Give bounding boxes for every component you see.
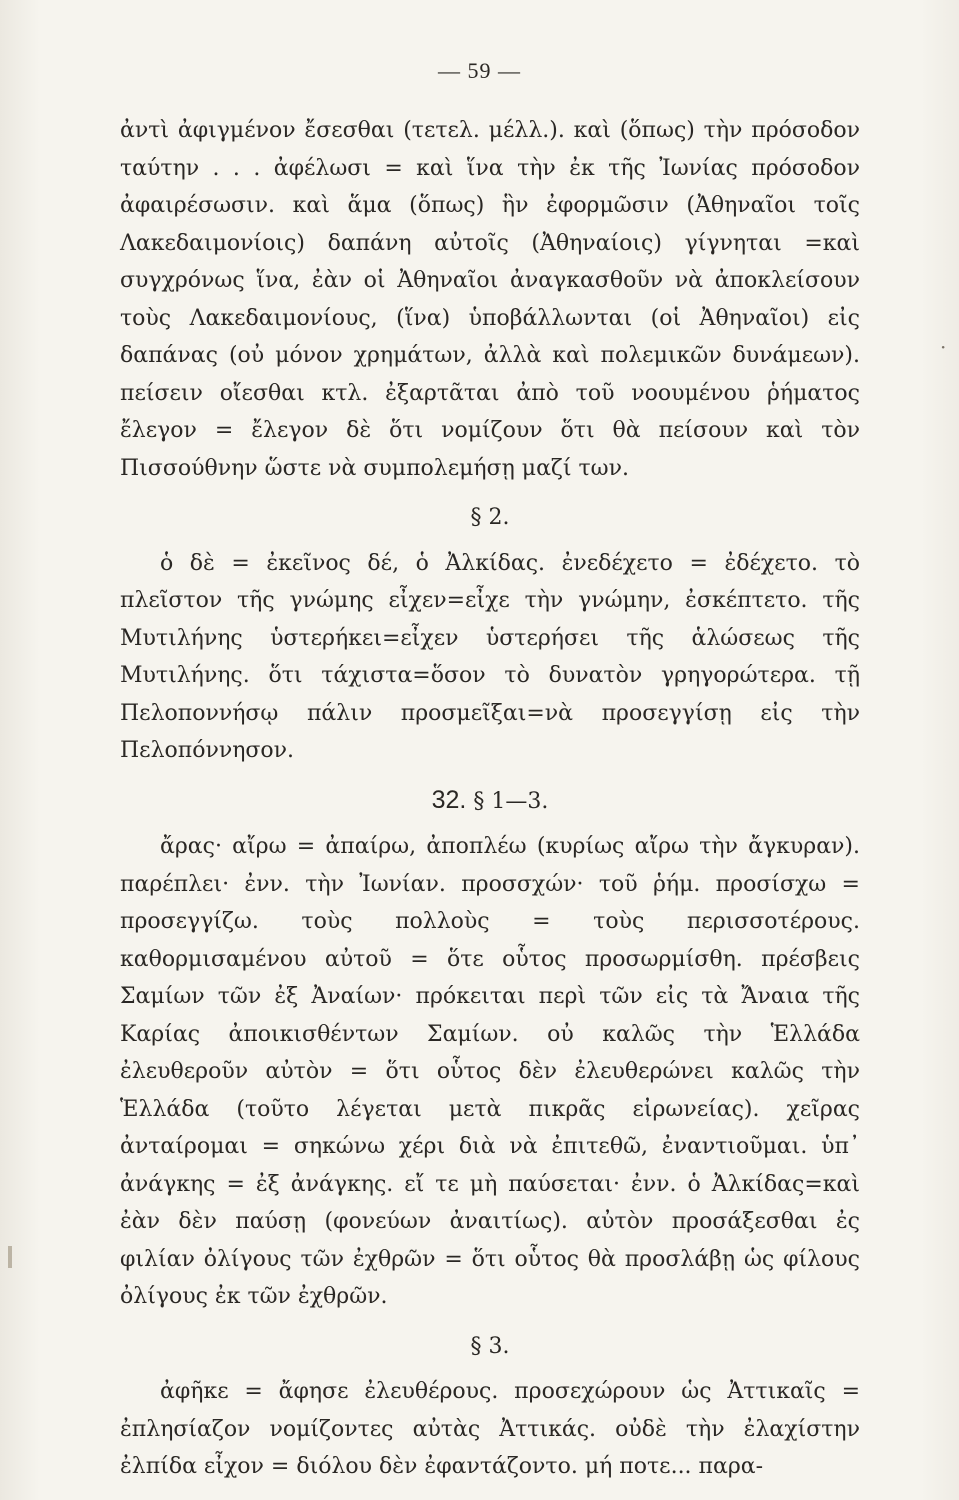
commentary-paragraph-4: ἀφῆκε = ἄφησε ἐλευθέρους. προσεχώρουν ὡς Ἀττικαῖς = ἐπλησίαζον νομίζοντες αὐτὰς Ἀττικάς. οὐδὲ τὴν ἐλαχίστην ἐλπίδα εἶχον = διόλου δὲν ἐφαντάζοντο. μή ποτε... παρα- bbox=[120, 1379, 860, 1479]
section-heading-2: § 2. bbox=[470, 505, 510, 530]
commentary-paragraph-3: ἄρας· αἴρω = ἀπαίρω, ἀποπλέω (κυρίως αἴρω τὴν ἄγκυραν). παρέπλει· ἐνν. τὴν Ἰωνίαν. προσσχών· τοῦ ῥήμ. προσίσχω = προσεγγίζω. τοὺς πολλοὺς = τοὺς περισσοτέρους. καθορμισαμένου αὐτοῦ = ὅτε οὗτος προσωρμίσθη. πρέσβεις Σαμίων τῶν ἐξ Ἀναίων· πρόκειται περὶ τῶν εἰς τὰ Ἄναια τῆς Καρίας ἀποικισθέντων Σαμίων. οὐ καλῶς τὴν Ἑλλάδα ἐλευθεροῦν αὐτὸν = ὅτι οὗτος δὲν ἐλευθερώνει καλῶς τὴν Ἑλλάδα (τοῦτο λέγεται μετὰ πικρᾶς εἰρωνείας). χεῖρας ἀνταίρομαι = σηκώνω χέρι διὰ νὰ ἐπιτεθῶ, ἐναντιοῦμαι. ὑπ᾽ ἀνάγκης = ἐξ ἀνάγκης. εἴ τε μὴ παύσεται· ἐνν. ὁ Ἀλκίδας=καὶ ἐὰν δὲν παύσῃ (φονεύων ἀναιτίως). αὐτὸν προσάξεσθαι ἐς φιλίαν ὀλίγους τῶν ἐχθρῶν = ὅτι οὗτος θὰ προσλάβῃ ὡς φίλους ὀλίγους ἐκ τῶν ἐχθρῶν. bbox=[120, 834, 860, 1309]
page-body bbox=[120, 112, 860, 1486]
page-number: — 59 — bbox=[438, 58, 521, 83]
chapter-heading-32 bbox=[120, 782, 860, 821]
margin-stain bbox=[8, 1246, 12, 1268]
commentary-paragraph-2: ὁ δὲ = ἐκεῖνος δέ, ὁ Ἀλκίδας. ἐνεδέχετο = ἐδέχετο. τὸ πλεῖστον τῆς γνώμης εἶχεν=εἶχε τὴν γνώμην, ἐσκέπτετο. τῆς Μυτιλήνης ὑστερήκει=εἶχεν ὑστερήσει τῆς ἁλώσεως τῆς Μυτιλήνης. ὅτι τάχιστα=ὅσον τὸ δυνατὸν γρηγορώτερα. τῇ Πελοποννήσῳ πάλιν προσμεῖξαι=νὰ προσεγγίσῃ εἰς τὴν Πελοπόννησον. bbox=[120, 550, 860, 763]
chapter-section-range: § 1—3. bbox=[473, 788, 549, 814]
commentary-paragraph-1: ἀντὶ ἀφιγμένον ἔσεσθαι (τετελ. μέλλ.). καὶ (ὅπως) τὴν πρόσοδον ταύτην . . . ἀφέλωσι = καὶ ἵνα τὴν ἐκ τῆς Ἰωνίας πρόσοδον ἀφαιρέσωσιν. καὶ ἅμα (ὅπως) ἣν ἐφορμῶσιν (Ἀθηναῖοι τοῖς Λακεδαιμονίοις) δαπάνη αὐτοῖς (Ἀθηναίοις) γίγνηται =καὶ συγχρόνως ἵνα, ἐὰν οἱ Ἀθηναῖοι ἀναγκασθοῦν νὰ ἀποκλείσουν τοὺς Λακεδαιμονίους, (ἵνα) ὑποβάλλωνται (οἱ Ἀθηναῖοι) εἰς δαπάνας (οὐ μόνον χρημάτων, ἀλλὰ καὶ πολεμικῶν δυνάμεων). πείσειν οἴεσθαι κτλ. ἐξαρτᾶται ἀπὸ τοῦ νοουμένου ῥήματος ἔλεγον = ἔλεγον δὲ ὅτι νομίζουν ὅτι θὰ πείσουν καὶ τὸν Πισσούθνην ὥστε νὰ συμπολεμήσῃ μαζί των. bbox=[120, 118, 860, 481]
chapter-number: 32. bbox=[431, 785, 467, 814]
margin-dot: · bbox=[940, 335, 947, 359]
section-heading-3: § 3. bbox=[470, 1333, 510, 1359]
